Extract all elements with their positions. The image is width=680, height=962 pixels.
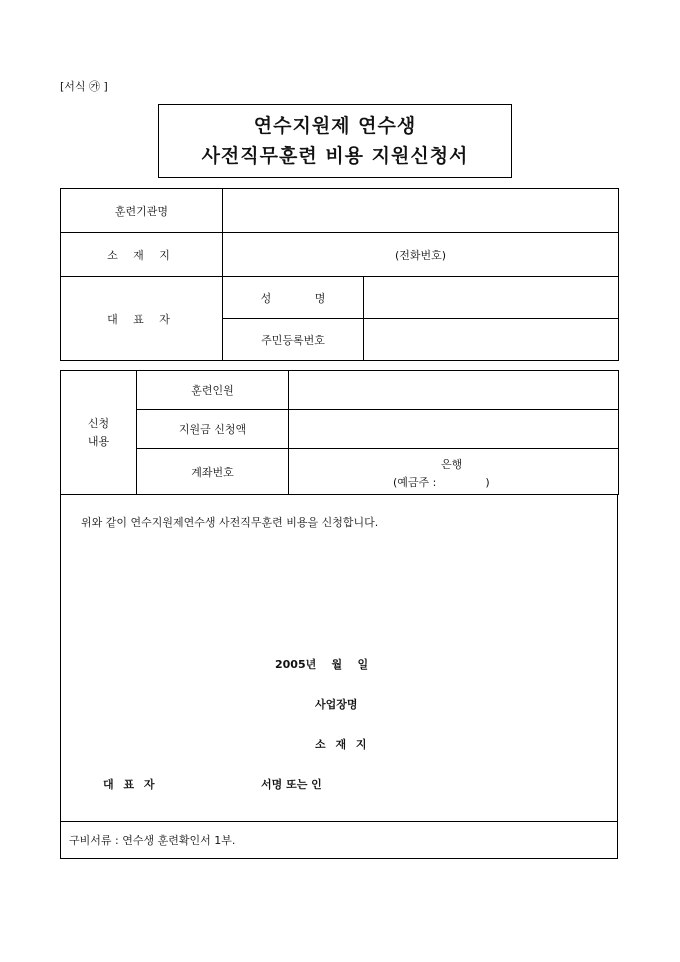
title-line-2: 사전직무훈련 비용 지원신청서 — [201, 145, 469, 167]
trainees-field[interactable] — [289, 371, 619, 410]
signature-field[interactable]: 서명 또는 인 — [261, 778, 322, 791]
institution-name-label: 훈련기관명 — [61, 189, 223, 233]
application-table — [60, 370, 619, 495]
trainees-label: 훈련인원 — [137, 371, 289, 410]
address-field[interactable] — [223, 233, 619, 277]
representative-label — [61, 277, 223, 361]
institution-name-field[interactable] — [223, 189, 619, 233]
date-line: 2005년 월 일 — [275, 658, 369, 671]
account-field[interactable] — [289, 449, 619, 495]
business-address-label: 소 재 지 — [315, 738, 370, 751]
institution-table — [60, 188, 619, 361]
address-label-text: 소 재 지 — [107, 248, 176, 262]
form-number-label: [서식 ㉮ ] — [60, 80, 108, 93]
rep-id-field[interactable] — [364, 319, 619, 361]
amount-label: 지원금 신청액 — [137, 410, 289, 449]
phone-label: (전화번호) — [394, 248, 447, 262]
rep-id-label: 주민등록번호 — [223, 319, 364, 361]
application-section-text: 신청 내용 — [87, 416, 110, 448]
statement-area — [60, 494, 618, 821]
attachments-note: 구비서류 : 연수생 훈련확인서 1부. — [60, 821, 618, 859]
business-name-label: 사업장명 — [315, 698, 358, 711]
title-line-1: 연수지원제 연수생 — [253, 115, 417, 137]
bank-label: 은행 — [441, 457, 463, 471]
rep-name-label-text: 성 명 — [260, 291, 326, 305]
account-label: 계좌번호 — [137, 449, 289, 495]
representative-label-text: 대 표 자 — [107, 312, 176, 326]
account-holder-label: (예금주 : ) — [393, 475, 490, 489]
application-section-label — [61, 371, 137, 495]
title-box — [158, 104, 512, 178]
amount-field[interactable] — [289, 410, 619, 449]
signature-rep-label: 대 표 자 — [103, 778, 158, 791]
address-label — [61, 233, 223, 277]
rep-name-field[interactable] — [364, 277, 619, 319]
rep-name-label — [223, 277, 364, 319]
statement-text: 위와 같이 연수지원제연수생 사전직무훈련 비용을 신청합니다. — [81, 516, 379, 529]
